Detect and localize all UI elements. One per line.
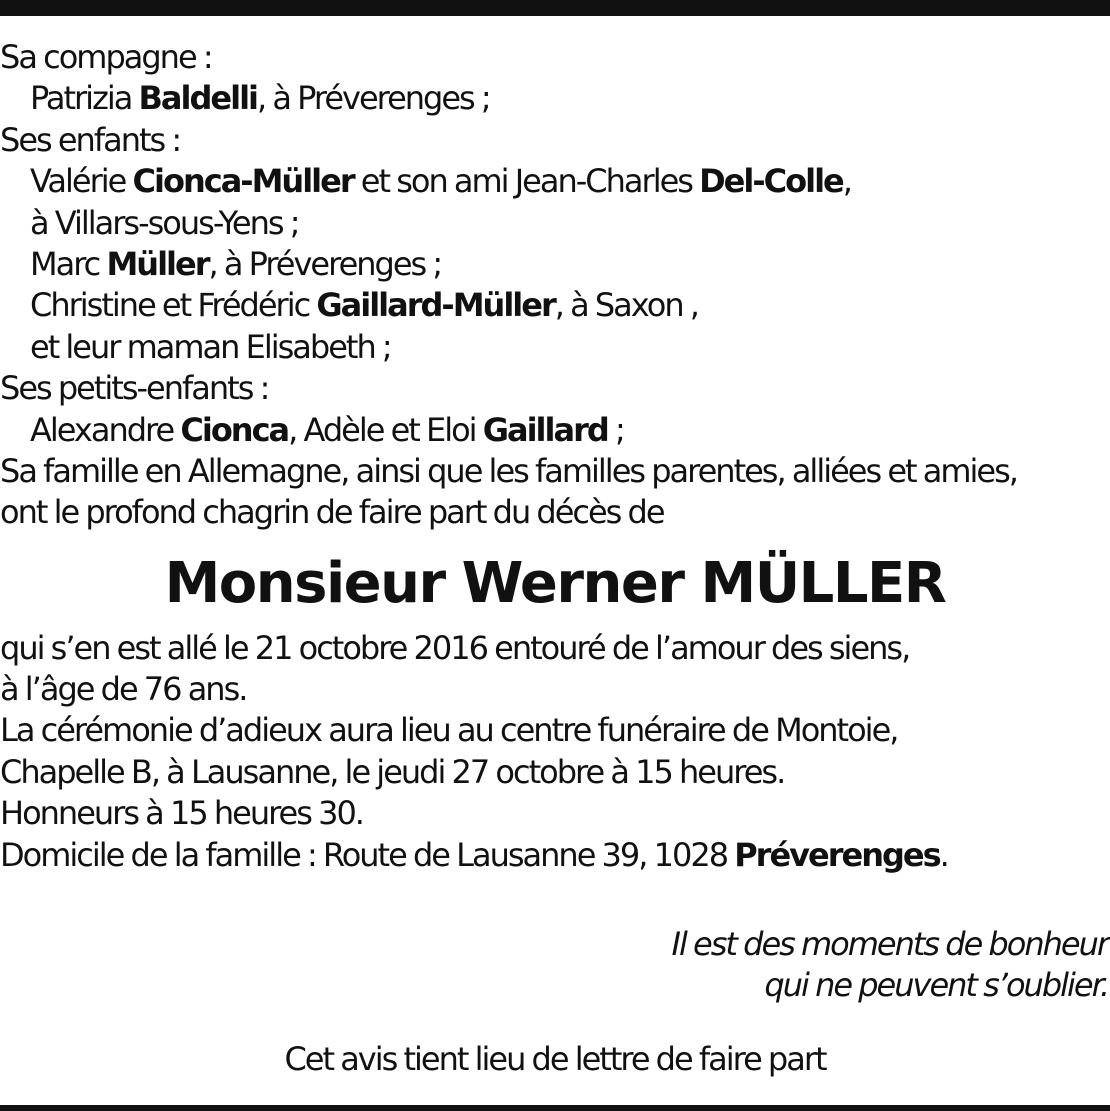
quote-line-2: qui ne peuvent s’oublier.: [764, 966, 1108, 1005]
grandchildren-end: ;: [607, 410, 624, 449]
home-address: Domicile de la famille : Route de Lausanne 39, 1028: [0, 835, 728, 874]
child2-place: , à Préverenges ;: [208, 244, 442, 283]
grandchildren-others: , Adèle et Eloi: [288, 410, 476, 449]
details-line-4: Chapelle B, à Lausanne, le jeudi 27 octobre à 15 heures.: [0, 752, 785, 791]
details-line-5: Honneurs à 15 heures 30.: [0, 794, 363, 833]
child1-end: ,: [842, 162, 851, 201]
companion-place: , à Préverenges ;: [257, 79, 490, 118]
top-rule: [0, 0, 1110, 16]
child1-partner-surname: Del-Colle: [699, 162, 843, 201]
home-town: Préverenges: [734, 835, 940, 874]
child1-first-name: Valérie: [30, 162, 126, 201]
child1-partner: et son ami Jean-Charles: [360, 162, 692, 201]
child2-surname: Müller: [106, 244, 209, 283]
children-label: Ses enfants :: [0, 120, 181, 159]
grandchildren-label: Ses petits-enfants :: [0, 369, 269, 408]
child-entry-christine: [0, 285, 1110, 326]
grandchild1-surname: Cionca: [180, 410, 289, 449]
companion-label: Sa compagne :: [0, 38, 212, 76]
details-line-3: La cérémonie d’adieux aura lieu au centre funéraire de Montoie,: [0, 711, 898, 750]
obituary-notice: [0, 37, 1110, 1080]
grandchildren-surname2: Gaillard: [482, 410, 608, 449]
child1-place: à Villars-sous-Yens ;: [30, 203, 299, 242]
child3-first-names: Christine et Frédéric: [30, 286, 310, 325]
home-end: .: [939, 835, 948, 874]
child2-first-name: Marc: [30, 244, 100, 283]
child-entry-valerie: [0, 161, 1110, 202]
child3-place: , à Saxon ,: [554, 286, 698, 325]
quote-line-1: Il est des moments de bonheur: [671, 925, 1108, 964]
companion-first-name: Patrizia: [30, 79, 132, 118]
child1-surname: Cionca-Müller: [132, 162, 354, 201]
details-line-1: qui s’en est allé le 21 octobre 2016 entouré de l’amour des siens,: [0, 628, 910, 667]
spacer: [0, 1007, 1110, 1039]
details-line-6: [0, 835, 1110, 876]
announcement: ont le profond chagrin de faire part du décès de: [0, 493, 664, 532]
companion-surname: Baldelli: [138, 79, 257, 118]
grandchildren-entry: [0, 410, 1110, 451]
companion-entry: [0, 78, 1110, 119]
child3-extra: et leur maman Elisabeth ;: [30, 327, 391, 366]
deceased-name: Monsieur Werner MÜLLER: [164, 550, 946, 616]
child3-surname: Gaillard-Müller: [316, 286, 555, 325]
spacer: [0, 876, 1110, 924]
extended-family: Sa famille en Allemagne, ainsi que les familles parentes, alliées et amies,: [0, 451, 1017, 490]
bottom-rule: [0, 1105, 1110, 1111]
details-line-2: à l’âge de 76 ans.: [0, 670, 247, 709]
footer-note: Cet avis tient lieu de lettre de faire part: [284, 1039, 826, 1078]
child-entry-marc: [0, 244, 1110, 285]
grandchild1-first-name: Alexandre: [30, 410, 174, 449]
